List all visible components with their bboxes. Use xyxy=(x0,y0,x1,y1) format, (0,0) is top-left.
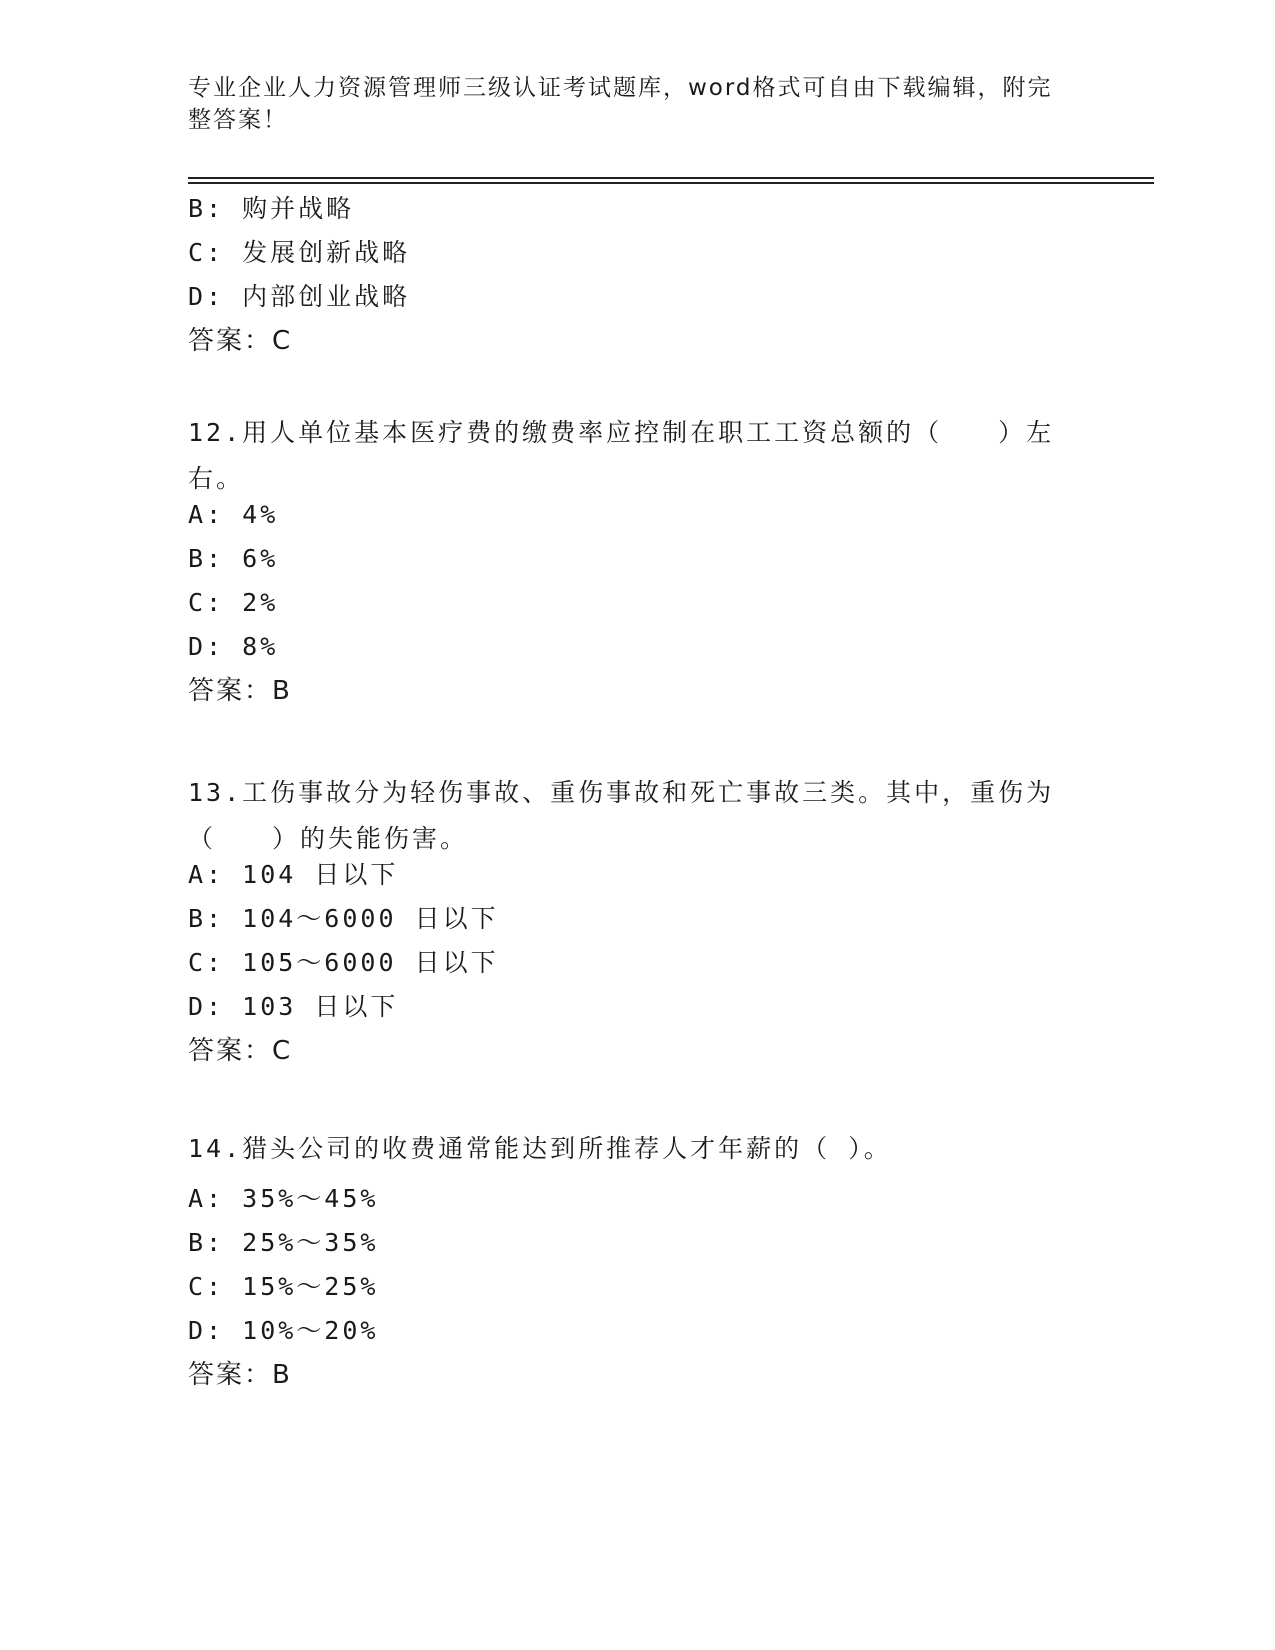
header-divider-bottom xyxy=(188,182,1154,184)
q12-answer: 答案：B xyxy=(188,676,292,706)
q13-stem: 13.工伤事故分为轻伤事故、重伤事故和死亡事故三类。其中，重伤为（ ）的失能伤害。 xyxy=(188,778,1055,853)
q11-option-c: C: 发展创新战略 xyxy=(188,238,411,267)
q13-option-d: D: 103 日以下 xyxy=(188,992,399,1021)
header-divider-top xyxy=(188,177,1154,179)
q13-option-c: C: 105～6000 日以下 xyxy=(188,948,499,977)
q14-option-d: D: 10%～20% xyxy=(188,1316,379,1345)
document-header: 专业企业人力资源管理师三级认证考试题库，word格式可自由下载编辑，附完整答案！ xyxy=(188,75,1053,133)
q12-option-a: A: 4% xyxy=(188,500,279,529)
q12-stem: 12.用人单位基本医疗费的缴费率应控制在职工工资总额的（ ）左右。 xyxy=(188,418,1055,493)
q12-option-c: C: 2% xyxy=(188,588,279,617)
q14-option-c: C: 15%～25% xyxy=(188,1272,379,1301)
q13-option-b: B: 104～6000 日以下 xyxy=(188,904,499,933)
q14-stem: 14.猎头公司的收费通常能达到所推荐人才年薪的（ ）。 xyxy=(188,1134,892,1163)
q11-option-b: B: 购并战略 xyxy=(188,194,355,223)
q11-option-d: D: 内部创业战略 xyxy=(188,282,411,311)
q14-option-b: B: 25%～35% xyxy=(188,1228,379,1257)
q14-option-a: A: 35%～45% xyxy=(188,1184,379,1213)
q11-answer: 答案：C xyxy=(188,326,293,356)
q13-option-a: A: 104 日以下 xyxy=(188,860,399,889)
q12-option-d: D: 8% xyxy=(188,632,279,661)
q12-option-b: B: 6% xyxy=(188,544,279,573)
q14-answer: 答案：B xyxy=(188,1360,292,1390)
q13-answer: 答案：C xyxy=(188,1036,293,1066)
